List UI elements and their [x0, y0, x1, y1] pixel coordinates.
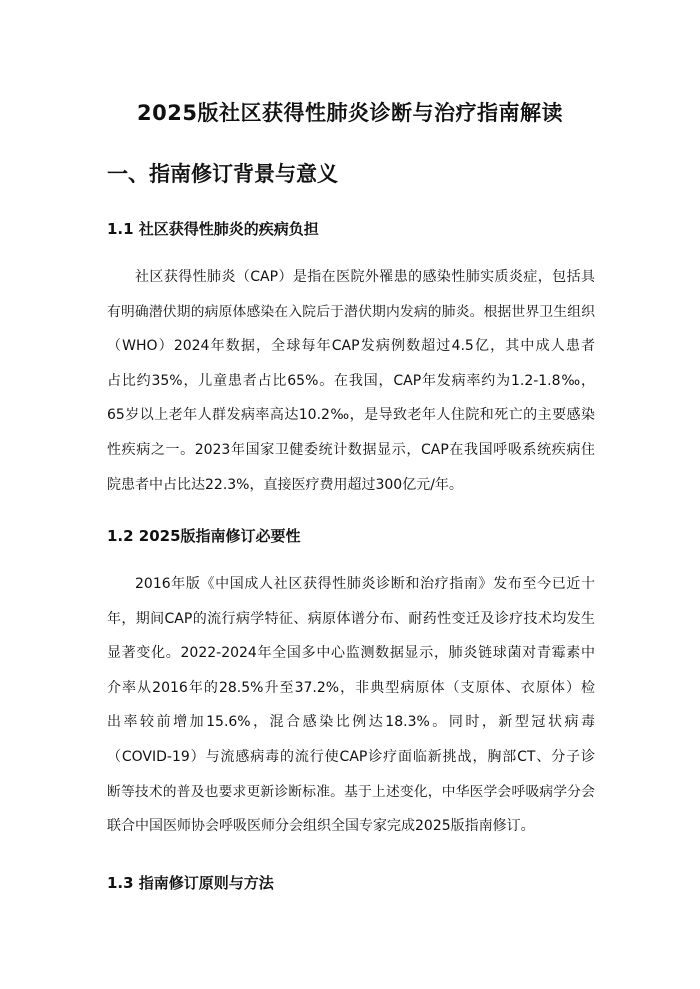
paragraph-line: 有明确潜伏期的病原体感染在入院后于潜伏期内发病的肺炎。根据世界卫生组织 [107, 303, 595, 320]
paragraph-disease-burden [107, 260, 595, 502]
paragraph-line: 65岁以上老年人群发病率高达10.2‰，是导致老年人住院和死亡的主要感染 [107, 407, 595, 424]
paragraph-line: 断等技术的普及也要求更新诊断标准。基于上述变化，中华医学会呼吸病学分会 [107, 783, 595, 800]
paragraph-line: 联合中国医师协会呼吸医师分会组织全国专家完成2025版指南修订。 [107, 818, 535, 835]
paragraph-line: （COVID-19）与流感病毒的流行使CAP诊疗面临新挑战，胸部CT、分子诊 [107, 748, 595, 765]
paragraph-revision-necessity [107, 567, 595, 844]
paragraph-line: 出率较前增加15.6%，混合感染比例达18.3%。同时，新型冠状病毒 [107, 714, 595, 731]
paragraph-line: 性疾病之一。2023年国家卫健委统计数据显示，CAP在我国呼吸系统疾病住 [107, 441, 595, 458]
paragraph-line: 年，期间CAP的流行病学特征、病原体谱分布、耐药性变迁及诊疗技术均发生 [107, 610, 595, 627]
paragraph-line: （WHO）2024年数据，全球每年CAP发病例数超过4.5亿，其中成人患者 [107, 338, 595, 355]
paragraph-line: 介率从2016年的28.5%升至37.2%，非典型病原体（支原体、衣原体）检 [107, 679, 595, 696]
section-heading: 一、指南修订背景与意义 [107, 162, 338, 186]
subsection-heading-1-2: 1.2 2025版指南修订必要性 [107, 527, 301, 545]
paragraph-line: 显著变化。2022-2024年全国多中心监测数据显示，肺炎链球菌对青霉素中 [107, 645, 595, 662]
paragraph-line: 2016年版《中国成人社区获得性肺炎诊断和治疗指南》发布至今已近十 [135, 576, 595, 592]
paragraph-line: 院患者中占比达22.3%，直接医疗费用超过300亿元/年。 [107, 476, 463, 493]
subsection-heading-1-3: 1.3 指南修订原则与方法 [107, 874, 274, 892]
subsection-heading-1-1: 1.1 社区获得性肺炎的疾病负担 [107, 220, 319, 238]
paragraph-line: 占比约35%，儿童患者占比65%。在我国，CAP年发病率约为1.2-1.8‰， [107, 372, 595, 389]
paragraph-line: 社区获得性肺炎（CAP）是指在医院外罹患的感染性肺实质炎症，包括具 [135, 269, 595, 285]
document-title: 2025版社区获得性肺炎诊断与治疗指南解读 [137, 101, 563, 125]
